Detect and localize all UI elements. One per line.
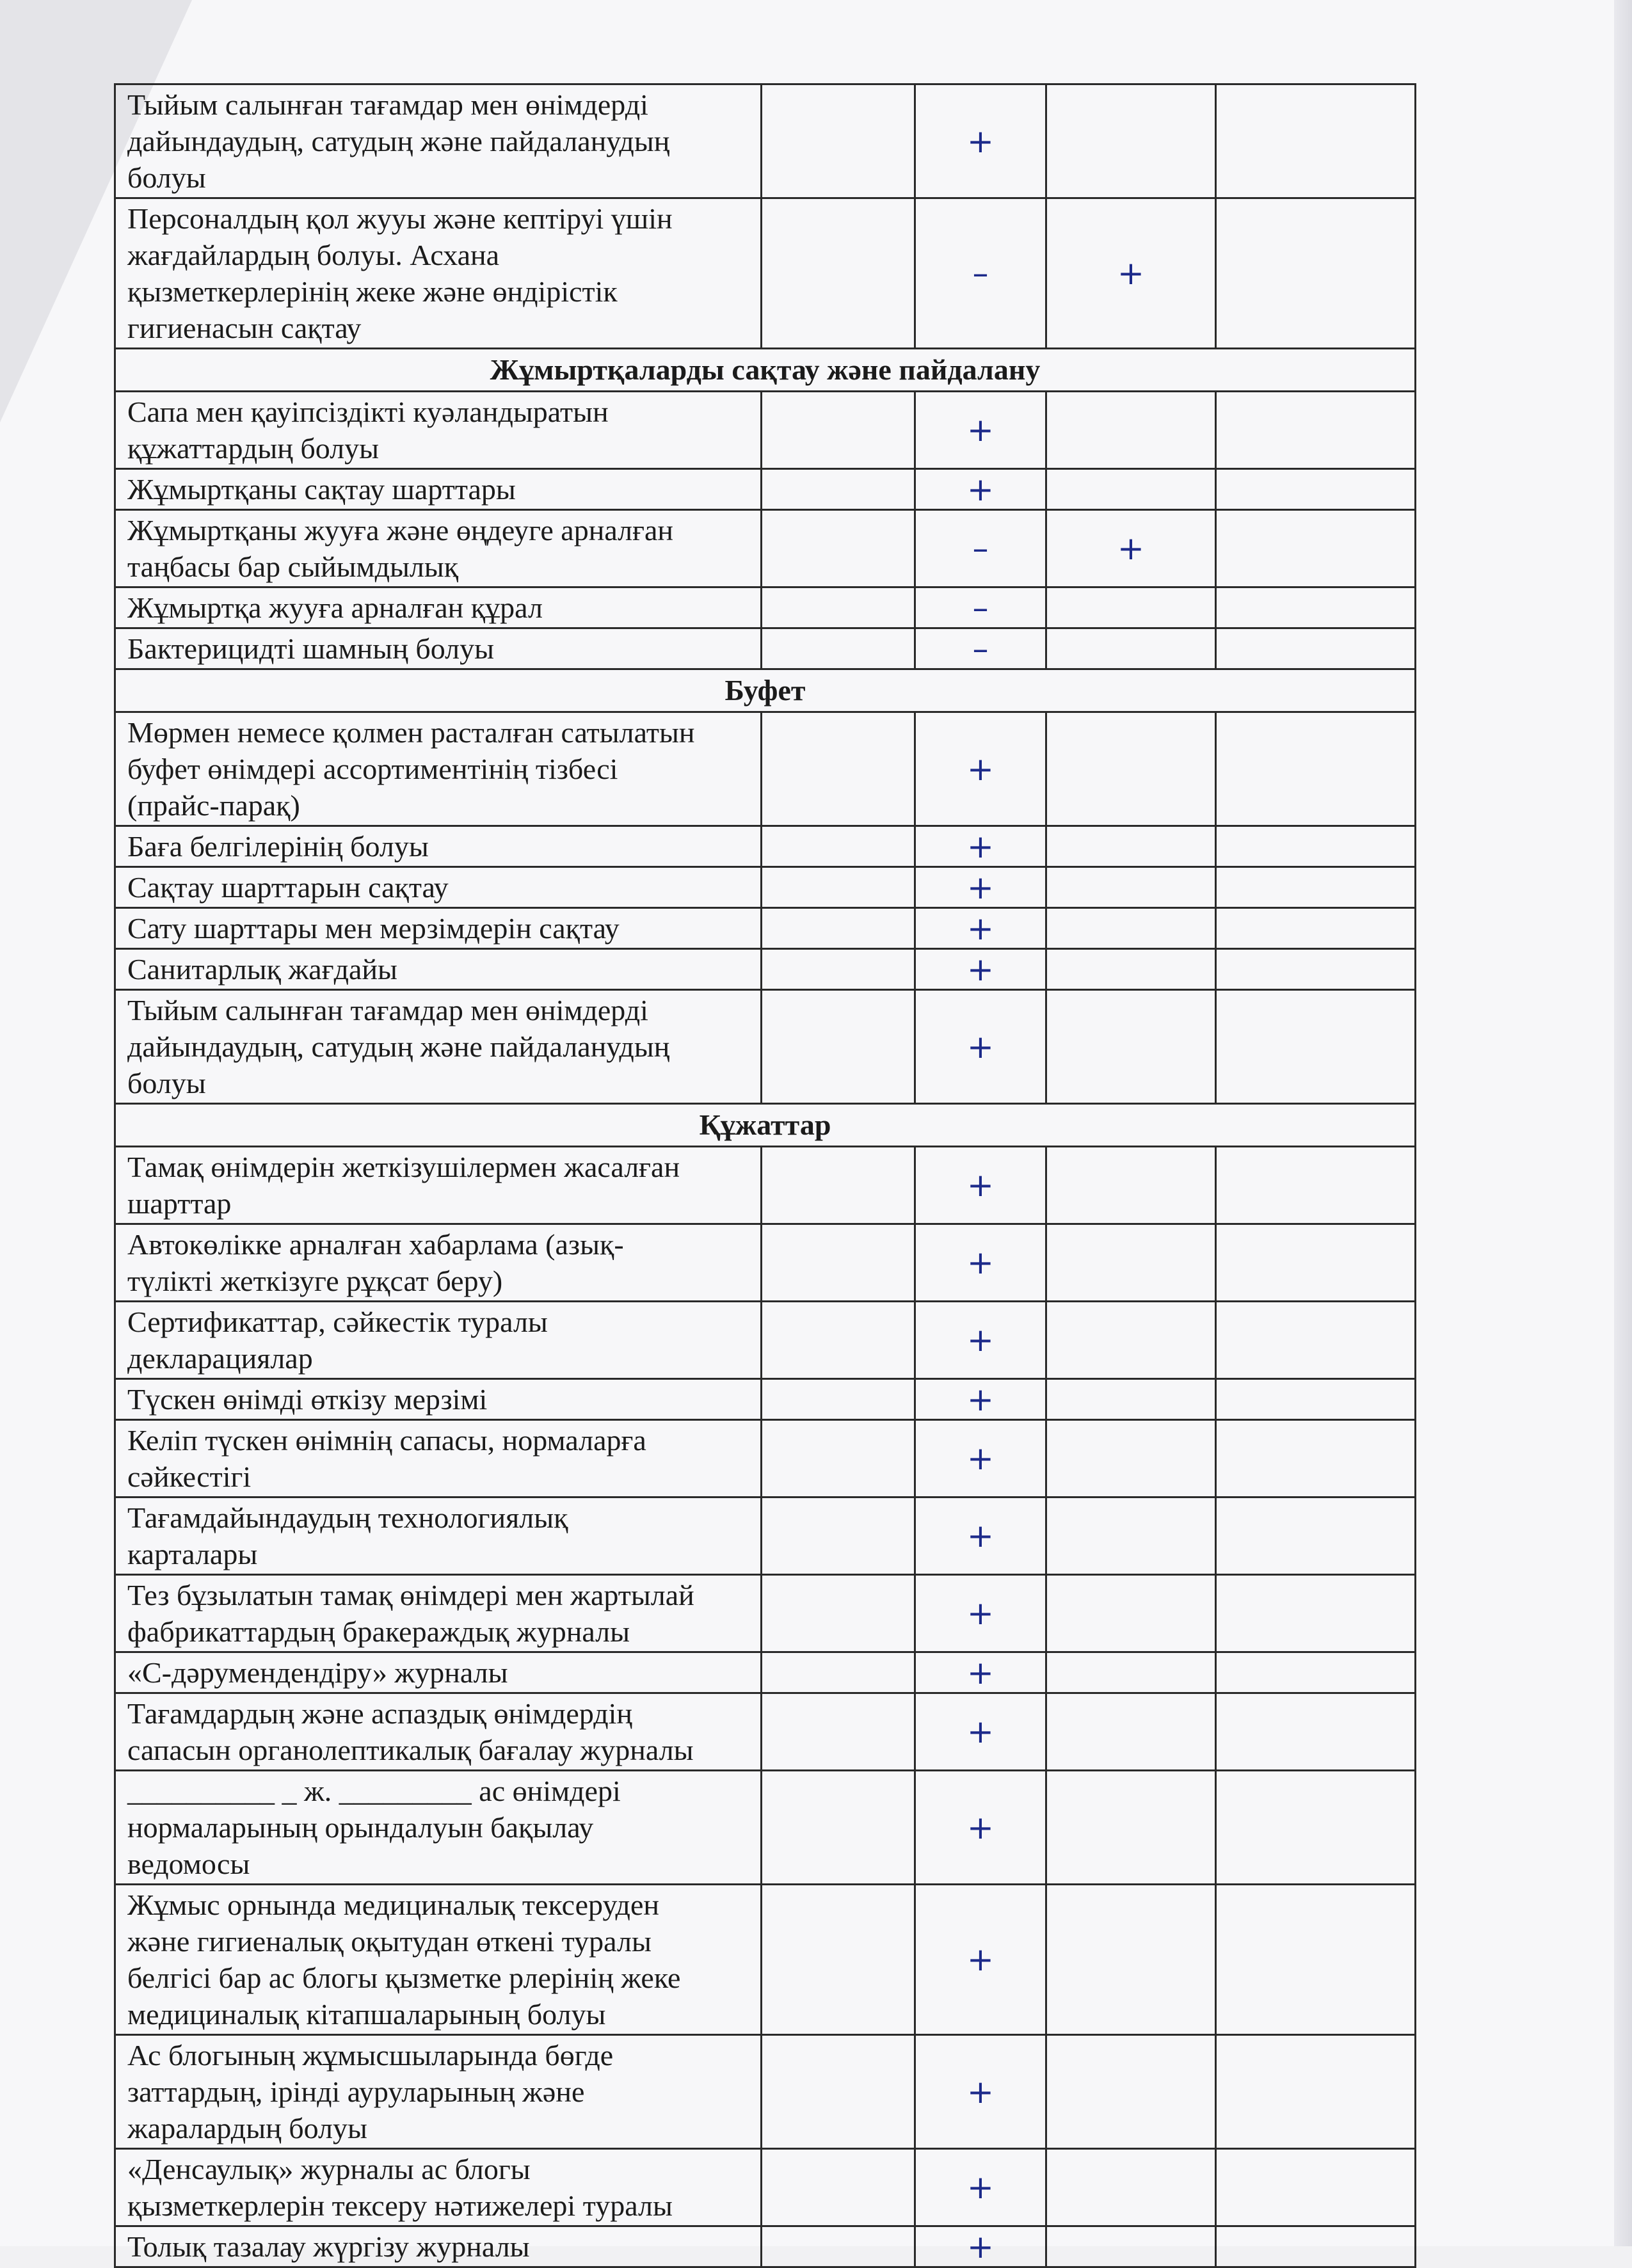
- checklist-mark-col2: [762, 84, 915, 198]
- checklist-mark-col2: [762, 2035, 915, 2149]
- underlying-sheet-edge: [1614, 0, 1632, 2246]
- checklist-item-text: Тыйым салынған тағамдар мен өнімдерді дайындаудың, сатудың және пайдаланудың болуы: [115, 990, 762, 1104]
- checklist-mark-col3: –: [915, 587, 1046, 628]
- checklist-mark-col3: +: [915, 712, 1046, 826]
- section-header-row: [115, 1104, 1416, 1147]
- checklist-item-text: Тамақ өнімдерін жеткізушілермен жасалған шарттар: [115, 1147, 762, 1224]
- checklist-mark-col3: –: [915, 198, 1046, 349]
- checklist-mark-col4: [1046, 712, 1216, 826]
- checklist-mark-col3: –: [915, 628, 1046, 669]
- checklist-mark-col4: [1046, 469, 1216, 510]
- checklist-mark-col5: [1216, 510, 1416, 587]
- checklist-row: [115, 867, 1416, 908]
- checklist-mark-col2: [762, 1302, 915, 1379]
- checklist-mark-col5: [1216, 628, 1416, 669]
- checklist-item-text: Түскен өнімді өткізу мерзімі: [115, 1379, 762, 1420]
- checklist-row: [115, 908, 1416, 949]
- checklist-mark-col3: +: [915, 1302, 1046, 1379]
- checklist-mark-col3: +: [915, 1224, 1046, 1302]
- checklist-item-text: Сату шарттары мен мерзімдерін сақтау: [115, 908, 762, 949]
- checklist-mark-col4: [1046, 2226, 1216, 2267]
- checklist-row: [115, 949, 1416, 990]
- checklist-mark-col2: [762, 1885, 915, 2035]
- checklist-mark-col4: [1046, 908, 1216, 949]
- checklist-mark-col5: [1216, 949, 1416, 990]
- checklist-mark-col3: +: [915, 1771, 1046, 1885]
- checklist-mark-col3: +: [915, 1379, 1046, 1420]
- checklist-mark-col2: [762, 908, 915, 949]
- checklist-mark-col5: [1216, 1771, 1416, 1885]
- checklist-item-text: Тыйым салынған тағамдар мен өнімдерді дайындаудың, сатудың және пайдаланудың болуы: [115, 84, 762, 198]
- checklist-mark-col5: [1216, 1497, 1416, 1575]
- checklist-mark-col5: [1216, 867, 1416, 908]
- checklist-mark-col3: +: [915, 867, 1046, 908]
- checklist-mark-col5: [1216, 1147, 1416, 1224]
- checklist-mark-col2: [762, 1771, 915, 1885]
- checklist-row: [115, 990, 1416, 1104]
- checklist-mark-col5: [1216, 1885, 1416, 2035]
- checklist-row: [115, 712, 1416, 826]
- checklist-item-text: Жұмыртқаны сақтау шарттары: [115, 469, 762, 510]
- checklist-mark-col3: –: [915, 510, 1046, 587]
- checklist-item-text: Тез бұзылатын тамақ өнімдері мен жартылай фабрикаттардың бракераждық журналы: [115, 1575, 762, 1652]
- checklist-row: [115, 587, 1416, 628]
- section-title: Құжаттар: [115, 1104, 1416, 1147]
- checklist-mark-col2: [762, 1379, 915, 1420]
- checklist-item-text: __________ _ ж. _________ ас өнімдері нормаларының орындалуын бақылау ведомосы: [115, 1771, 762, 1885]
- inspection-checklist-table: [114, 83, 1416, 2268]
- checklist-item-text: Келіп түскен өнімнің сапасы, нормаларға сәйкестігі: [115, 1420, 762, 1497]
- checklist-item-text: Жұмыртқаны жууға және өңдеуге арналған таңбасы бар сыйымдылық: [115, 510, 762, 587]
- checklist-item-text: Жұмыртқа жууға арналған құрал: [115, 587, 762, 628]
- checklist-mark-col4: +: [1046, 510, 1216, 587]
- checklist-mark-col5: [1216, 1420, 1416, 1497]
- checklist-mark-col5: [1216, 2035, 1416, 2149]
- checklist-mark-col4: [1046, 949, 1216, 990]
- checklist-mark-col2: [762, 469, 915, 510]
- checklist-mark-col2: [762, 867, 915, 908]
- checklist-mark-col5: [1216, 2149, 1416, 2226]
- checklist-row: [115, 1497, 1416, 1575]
- section-title: Буфет: [115, 669, 1416, 712]
- checklist-mark-col5: [1216, 1224, 1416, 1302]
- checklist-item-text: Мөрмен немесе қолмен расталған сатылатын буфет өнімдері ассортиментінің тізбесі (прайс-парақ): [115, 712, 762, 826]
- checklist-body: [115, 84, 1416, 2267]
- checklist-mark-col4: [1046, 628, 1216, 669]
- checklist-row: [115, 1771, 1416, 1885]
- checklist-item-text: Толық тазалау жүргізу журналы: [115, 2226, 762, 2267]
- checklist-mark-col2: [762, 587, 915, 628]
- checklist-mark-col3: +: [915, 2226, 1046, 2267]
- checklist-mark-col4: [1046, 1575, 1216, 1652]
- checklist-item-text: «С-дәрумендендіру» журналы: [115, 1652, 762, 1693]
- checklist-row: [115, 1693, 1416, 1771]
- checklist-mark-col2: [762, 392, 915, 469]
- checklist-row: [115, 826, 1416, 867]
- checklist-mark-col2: [762, 198, 915, 349]
- checklist-mark-col4: [1046, 1693, 1216, 1771]
- checklist-row: [115, 1652, 1416, 1693]
- checklist-mark-col5: [1216, 1379, 1416, 1420]
- checklist-mark-col2: [762, 712, 915, 826]
- checklist-row: [115, 1575, 1416, 1652]
- checklist-row: [115, 2035, 1416, 2149]
- checklist-mark-col3: +: [915, 949, 1046, 990]
- checklist-mark-col4: [1046, 990, 1216, 1104]
- checklist-mark-col2: [762, 510, 915, 587]
- checklist-mark-col5: [1216, 198, 1416, 349]
- checklist-row: [115, 1885, 1416, 2035]
- checklist-item-text: Сертификаттар, сәйкестік туралы декларациялар: [115, 1302, 762, 1379]
- checklist-mark-col4: [1046, 867, 1216, 908]
- checklist-mark-col4: [1046, 2035, 1216, 2149]
- checklist-item-text: Санитарлық жағдайы: [115, 949, 762, 990]
- checklist-item-text: Сақтау шарттарын сақтау: [115, 867, 762, 908]
- checklist-item-text: Тағамдайындаудың технологиялық карталары: [115, 1497, 762, 1575]
- checklist-mark-col3: +: [915, 1885, 1046, 2035]
- checklist-mark-col2: [762, 826, 915, 867]
- checklist-mark-col2: [762, 1147, 915, 1224]
- checklist-mark-col5: [1216, 469, 1416, 510]
- checklist-mark-col4: [1046, 392, 1216, 469]
- checklist-row: [115, 1379, 1416, 1420]
- checklist-item-text: Сапа мен қауіпсіздікті куәландыратын құжаттардың болуы: [115, 392, 762, 469]
- checklist-mark-col5: [1216, 712, 1416, 826]
- checklist-item-text: «Денсаулық» журналы ас блогы қызметкерлерін тексеру нәтижелері туралы: [115, 2149, 762, 2226]
- checklist-mark-col5: [1216, 1302, 1416, 1379]
- checklist-mark-col2: [762, 1497, 915, 1575]
- checklist-row: [115, 84, 1416, 198]
- checklist-row: [115, 1302, 1416, 1379]
- checklist-mark-col5: [1216, 2226, 1416, 2267]
- section-header-row: [115, 669, 1416, 712]
- checklist-mark-col3: +: [915, 908, 1046, 949]
- checklist-mark-col5: [1216, 1652, 1416, 1693]
- checklist-mark-col2: [762, 628, 915, 669]
- checklist-mark-col5: [1216, 1575, 1416, 1652]
- checklist-row: [115, 2226, 1416, 2267]
- checklist-mark-col5: [1216, 990, 1416, 1104]
- checklist-row: [115, 628, 1416, 669]
- checklist-row: [115, 392, 1416, 469]
- checklist-mark-col3: +: [915, 84, 1046, 198]
- checklist-mark-col5: [1216, 826, 1416, 867]
- checklist-item-text: Баға белгілерінің болуы: [115, 826, 762, 867]
- section-header-row: [115, 349, 1416, 392]
- checklist-mark-col5: [1216, 392, 1416, 469]
- checklist-mark-col5: [1216, 908, 1416, 949]
- checklist-row: [115, 1420, 1416, 1497]
- checklist-mark-col4: +: [1046, 198, 1216, 349]
- checklist-item-text: Ас блогының жұмысшыларында бөгде заттардың, ірінді ауруларының және жаралардың болуы: [115, 2035, 762, 2149]
- checklist-mark-col4: [1046, 1652, 1216, 1693]
- checklist-row: [115, 2149, 1416, 2226]
- checklist-row: [115, 198, 1416, 349]
- checklist-mark-col3: +: [915, 1420, 1046, 1497]
- checklist-mark-col4: [1046, 1771, 1216, 1885]
- section-title: Жұмыртқаларды сақтау және пайдалану: [115, 349, 1416, 392]
- checklist-mark-col4: [1046, 2149, 1216, 2226]
- checklist-row: [115, 1224, 1416, 1302]
- checklist-item-text: Персоналдың қол жууы және кептіруі үшін жағдайлардың болуы. Асхана қызметкерлерінің жеке және өндірістік гигиенасын сақтау: [115, 198, 762, 349]
- checklist-mark-col4: [1046, 1885, 1216, 2035]
- checklist-mark-col3: +: [915, 990, 1046, 1104]
- checklist-mark-col3: +: [915, 2035, 1046, 2149]
- checklist-row: [115, 469, 1416, 510]
- checklist-mark-col4: [1046, 84, 1216, 198]
- checklist-mark-col4: [1046, 1497, 1216, 1575]
- checklist-mark-col2: [762, 990, 915, 1104]
- checklist-mark-col2: [762, 2226, 915, 2267]
- checklist-mark-col3: +: [915, 1575, 1046, 1652]
- checklist-mark-col4: [1046, 1302, 1216, 1379]
- checklist-item-text: Жұмыс орнында медициналық тексеруден және гигиеналық оқытудан өткені туралы белгісі бар ас блогы қызметке рлерінің жеке медициналық кітапшаларының болуы: [115, 1885, 762, 2035]
- checklist-mark-col4: [1046, 587, 1216, 628]
- checklist-row: [115, 510, 1416, 587]
- checklist-row: [115, 1147, 1416, 1224]
- checklist-mark-col3: +: [915, 826, 1046, 867]
- checklist-mark-col4: [1046, 826, 1216, 867]
- checklist-mark-col2: [762, 1420, 915, 1497]
- checklist-mark-col3: +: [915, 1652, 1046, 1693]
- checklist-mark-col3: +: [915, 1497, 1046, 1575]
- checklist-mark-col5: [1216, 587, 1416, 628]
- checklist-mark-col3: +: [915, 469, 1046, 510]
- checklist-mark-col4: [1046, 1147, 1216, 1224]
- checklist-mark-col3: +: [915, 392, 1046, 469]
- checklist-mark-col4: [1046, 1420, 1216, 1497]
- checklist-mark-col2: [762, 949, 915, 990]
- checklist-mark-col2: [762, 1652, 915, 1693]
- checklist-item-text: Бактерицидті шамның болуы: [115, 628, 762, 669]
- checklist-mark-col3: +: [915, 1693, 1046, 1771]
- checklist-item-text: Автокөлікке арналған хабарлама (азық- түлікті жеткізуге рұқсат беру): [115, 1224, 762, 1302]
- checklist-mark-col3: +: [915, 2149, 1046, 2226]
- checklist-mark-col4: [1046, 1379, 1216, 1420]
- checklist-mark-col5: [1216, 84, 1416, 198]
- checklist-mark-col4: [1046, 1224, 1216, 1302]
- checklist-mark-col3: +: [915, 1147, 1046, 1224]
- checklist-mark-col2: [762, 1224, 915, 1302]
- checklist-mark-col2: [762, 2149, 915, 2226]
- checklist-mark-col2: [762, 1575, 915, 1652]
- checklist-item-text: Тағамдардың және аспаздық өнімдердің сапасын органолептикалық бағалау журналы: [115, 1693, 762, 1771]
- checklist-mark-col2: [762, 1693, 915, 1771]
- checklist-mark-col5: [1216, 1693, 1416, 1771]
